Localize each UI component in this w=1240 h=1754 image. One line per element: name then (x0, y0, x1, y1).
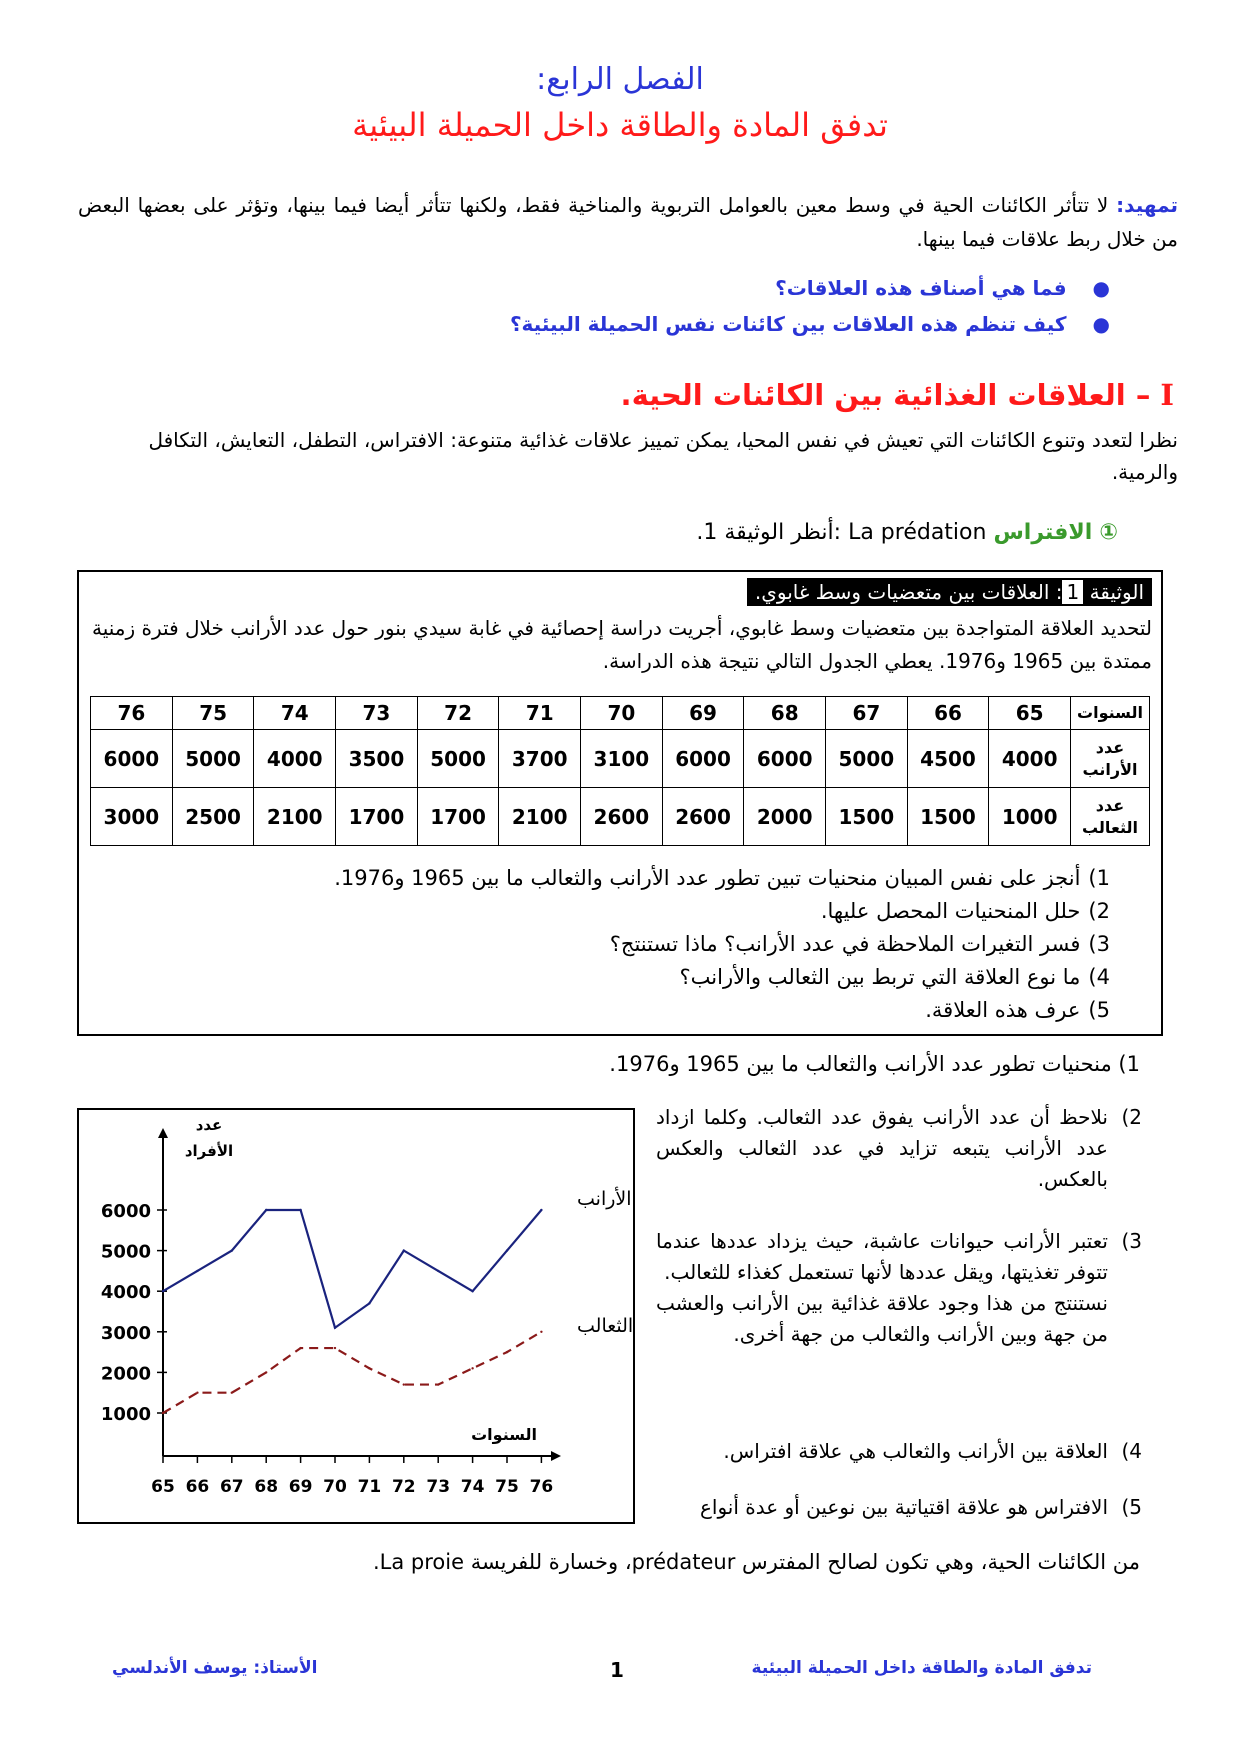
y-tick-label: 5000 (100, 1241, 151, 1263)
page-number: 1 (610, 1658, 624, 1682)
answer-4: 4) العلاقة بين الأرانب والثعالب هي علاقة افتراس. (723, 1439, 1142, 1463)
section-heading: I – العلاقات الغذائية بين الكائنات الحية. (620, 378, 1174, 412)
data-point (368, 1367, 370, 1369)
data-point (540, 1209, 542, 1211)
table-cell: 2600 (662, 788, 744, 846)
task-list (334, 862, 1110, 1027)
footer-teacher: الأستاذ: يوسف الأندلسي (112, 1658, 318, 1678)
bullet-icon: ● (1092, 312, 1110, 336)
table-cell: 74 (254, 697, 336, 730)
table-cell: 76 (91, 697, 173, 730)
x-tick-label: 71 (357, 1477, 382, 1497)
table-header: عدد الثعالب (1071, 788, 1150, 846)
document-text: لتحديد العلاقة المتواجدة بين متعضيات وسط غابوي، أجريت دراسة إحصائية في غابة سيدي بنور حول عدد الأرانب خلال فترة زمنية ممتدة بين 1965 و1976. يعطي الجدول التالي نتيجة هذه الدراسة. (92, 616, 1152, 673)
table-cell: 4000 (254, 730, 336, 788)
chapter-heading: الفصل الرابع: (536, 62, 704, 97)
y-tick-label: 1000 (100, 1404, 151, 1425)
list-item: 1)أنجز على نفس المبيان منحنيات تبين تطور عدد الأرانب والثعالب ما بين 1965 و1976. (334, 866, 1110, 890)
x-tick-label: 65 (151, 1477, 175, 1497)
subsection-title-fr: La prédation (848, 520, 987, 545)
x-tick-label: 67 (219, 1477, 244, 1497)
subsection-heading (696, 520, 1118, 545)
table-cell: 68 (744, 697, 826, 730)
x-axis-label: السنوات (471, 1425, 537, 1444)
y-axis-label: عدد (195, 1116, 223, 1134)
table-cell: 73 (336, 697, 418, 730)
x-axis-arrow-icon (551, 1451, 561, 1461)
data-point (471, 1367, 473, 1369)
data-point (265, 1209, 267, 1211)
subsection-title: الافتراس (993, 520, 1093, 545)
data-table (90, 696, 1150, 846)
data-point (403, 1249, 405, 1251)
bullet-icon: ● (1092, 276, 1110, 300)
table-cell: 2100 (499, 788, 581, 846)
table-cell: 2600 (581, 788, 663, 846)
y-tick-label: 3000 (100, 1322, 151, 1344)
question-2: ●كيف تنظم هذه العلاقات بين كائنات نفس الحميلة البيئية؟ (509, 312, 1110, 336)
table-cell: 75 (172, 697, 254, 730)
legend-label: الثعالب (577, 1315, 633, 1337)
table-cell: 2000 (744, 788, 826, 846)
x-tick-label: 70 (323, 1477, 347, 1497)
page-title: تدفق المادة والطاقة داخل الحميلة البيئية (352, 106, 888, 144)
table-cell: 71 (499, 697, 581, 730)
section-number: I (1160, 378, 1174, 412)
table-cell: 1700 (336, 788, 418, 846)
table-cell: 1000 (989, 788, 1071, 846)
table-cell: 2100 (254, 788, 336, 846)
series-line (163, 1332, 541, 1413)
table-cell: 72 (417, 697, 499, 730)
table-cell: 65 (989, 697, 1071, 730)
y-tick-label: 6000 (100, 1201, 151, 1222)
subsection-ref: :أنظر الوثيقة 1. (696, 520, 842, 545)
data-point (196, 1392, 198, 1394)
list-item: 3)فسر التغيرات الملاحظة في عدد الأرانب؟ ماذا تستنتج؟ (609, 932, 1110, 956)
y-tick-label: 2000 (100, 1363, 151, 1385)
data-point (196, 1270, 198, 1272)
data-point (265, 1371, 267, 1373)
question-1: ●فما هي أصناف هذه العلاقات؟ (775, 276, 1110, 300)
data-point (471, 1290, 473, 1292)
data-point (368, 1302, 370, 1304)
table-cell: 4500 (907, 730, 989, 788)
data-point (231, 1392, 233, 1394)
answer-5: 5) الافتراس هو علاقة اقتياتية بين نوعين أو عدة أنواع (699, 1495, 1142, 1519)
table-cell: 3100 (581, 730, 663, 788)
section-title: العلاقات الغذائية بين الكائنات الحية. (620, 378, 1126, 412)
table-cell: 6000 (744, 730, 826, 788)
table-cell: 5000 (417, 730, 499, 788)
list-item: 2)حلل المنحنيات المحصل عليها. (820, 899, 1110, 923)
intro-label: تمهيد: (1116, 193, 1178, 217)
answer-5-continued: من الكائنات الحية، وهي تكون لصالح المفترس prédateur، وخسارة للفريسة La proie. (372, 1550, 1140, 1574)
data-point (437, 1270, 439, 1272)
x-tick-label: 74 (460, 1477, 485, 1497)
table-cell: 5000 (172, 730, 254, 788)
data-point (403, 1383, 405, 1385)
data-point (162, 1290, 164, 1292)
table-cell: 6000 (662, 730, 744, 788)
table-row (91, 788, 1150, 846)
table-cell: 1500 (907, 788, 989, 846)
list-item: 4)ما نوع العلاقة التي تربط بين الثعالب والأرانب؟ (679, 965, 1110, 989)
table-cell: 70 (581, 697, 663, 730)
x-tick-label: 68 (254, 1477, 279, 1497)
table-cell: 6000 (91, 730, 173, 788)
data-point (334, 1327, 336, 1329)
table-cell: 3000 (91, 788, 173, 846)
table-cell: 1500 (826, 788, 908, 846)
answer-3: 3) تعتبر الأرانب حيوانات عاشبة، حيث يزداد عددها عندما تتوفر تغذيتها، ويقل عددها لأنها تستعمل كغذاء للثعالب. نستنتج من هذا وجود علاقة غذائية بين الأرانب والعشب من جهة وبين الأرانب والثعالب من جهة أخرى. (656, 1229, 1142, 1346)
y-axis-label: الأفراد (184, 1142, 234, 1160)
document-label: الوثيقة 1: العلاقات بين متعضيات وسط غابوي. (747, 578, 1152, 606)
y-tick-label: 4000 (100, 1282, 151, 1304)
table-cell: 5000 (826, 730, 908, 788)
table-cell: 66 (907, 697, 989, 730)
x-tick-label: 75 (495, 1477, 519, 1497)
answer-2: 2) نلاحظ أن عدد الأرانب يفوق عدد الثعالب. وكلما ازداد عدد الأرانب يتبعه تزايد في عدد الثعالب والعكس بالعكس. (656, 1105, 1142, 1191)
table-row (91, 730, 1150, 788)
chart-frame (77, 1108, 635, 1524)
data-point (437, 1383, 439, 1385)
data-point (299, 1347, 301, 1349)
subsection-marker: ① (1099, 520, 1118, 545)
table-cell: 4000 (989, 730, 1071, 788)
table-cell: 69 (662, 697, 744, 730)
x-tick-label: 72 (391, 1477, 416, 1497)
x-tick-label: 76 (529, 1477, 554, 1497)
series-line (163, 1210, 541, 1328)
table-cell: 3700 (499, 730, 581, 788)
data-point (231, 1249, 233, 1251)
legend-label: الأرانب (577, 1188, 632, 1210)
data-point (506, 1351, 508, 1353)
x-tick-label: 73 (426, 1477, 451, 1497)
list-item: 5)عرف هذه العلاقة. (925, 998, 1110, 1022)
table-cell: 2500 (172, 788, 254, 846)
table-header: عدد الأرانب (1071, 730, 1150, 788)
data-point (334, 1347, 336, 1349)
data-point (162, 1412, 164, 1414)
population-chart (79, 1110, 633, 1522)
y-axis-arrow-icon (158, 1128, 168, 1138)
section-paragraph: نظرا لتعدد وتنوع الكائنات التي تعيش في نفس المحيا، يمكن تمييز علاقات غذائية متنوعة: الافتراس، التطفل، التعايش، التكافل والرمية. (148, 428, 1178, 484)
answer-1: 1) منحنيات تطور عدد الأرانب والثعالب ما بين 1965 و1976. (609, 1052, 1140, 1076)
data-point (540, 1331, 542, 1333)
intro-text: لا تتأثر الكائنات الحية في وسط معين بالعوامل التربوية والمناخية فقط، ولكنها تتأثر أيضا فيما بينها، وتؤثر على بعضها البعض من خلال ربط علاقات فيما بينها. (78, 193, 1178, 251)
data-point (506, 1249, 508, 1251)
x-tick-label: 66 (185, 1477, 210, 1497)
table-cell: 1700 (417, 788, 499, 846)
x-tick-label: 69 (288, 1477, 313, 1497)
intro-paragraph (78, 188, 1178, 256)
data-point (299, 1209, 301, 1211)
table-row (91, 697, 1150, 730)
table-header: السنوات (1071, 697, 1150, 730)
table-cell: 3500 (336, 730, 418, 788)
footer-course: تدفق المادة والطاقة داخل الحميلة البيئية (751, 1658, 1092, 1678)
table-cell: 67 (826, 697, 908, 730)
